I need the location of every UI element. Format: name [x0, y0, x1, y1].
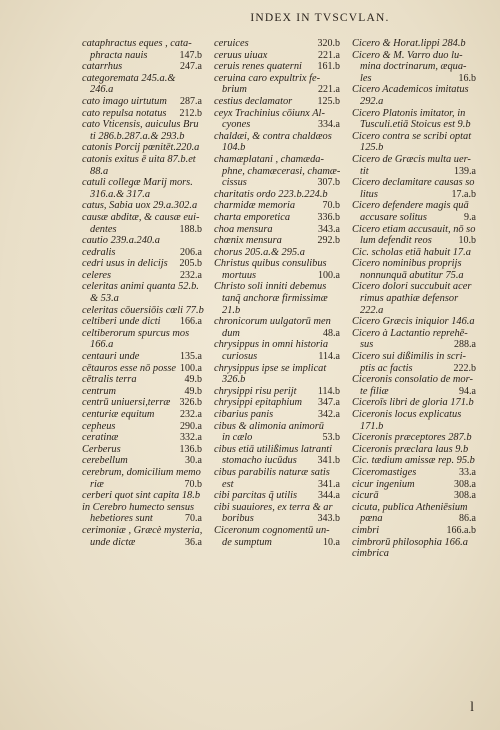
index-entry — [82, 200, 202, 212]
page-reference: 70.b — [184, 478, 202, 490]
entry-text: cibi suauiores, ex terra & ar — [214, 501, 333, 513]
index-entry — [352, 409, 476, 432]
entry-text: choa mensura — [214, 223, 273, 235]
page-reference: 232.a — [180, 409, 202, 420]
entry-text: Cicero dolori succubuit acer — [352, 281, 472, 293]
index-entry — [82, 328, 202, 351]
index-entry — [352, 258, 476, 281]
index-entry — [214, 502, 340, 525]
entry-text: cerberi quot sint capita 18.b — [82, 490, 201, 502]
index-entry — [214, 189, 340, 201]
page-reference: 17.a.b — [451, 188, 476, 200]
page-reference: 9.a — [464, 211, 476, 223]
entry-text: charitatis ordo 223.b.224.b — [214, 188, 328, 200]
page-reference: 10.a — [323, 536, 340, 548]
index-entry — [82, 61, 202, 73]
entry-text: cestius declamator — [214, 95, 293, 107]
entry-text: cimbri — [352, 524, 380, 536]
index-entry — [352, 351, 476, 374]
index-entry — [352, 374, 476, 397]
entry-text: les — [360, 72, 372, 84]
entry-text: Cicero nominibus proprijs — [352, 258, 462, 270]
index-entry — [352, 490, 476, 502]
index-entry — [352, 397, 476, 409]
entry-text: Cicero & Horat.lippi 284.b — [352, 38, 466, 49]
page-reference: 287.a — [180, 95, 202, 107]
index-entry — [214, 38, 340, 50]
index-entry — [82, 386, 202, 398]
index-entry — [352, 50, 476, 85]
entry-text: 171.b — [360, 420, 384, 432]
page-reference: 247.a — [180, 61, 202, 73]
index-entry — [352, 432, 476, 444]
entry-text: 104.b — [222, 142, 246, 154]
index-entry — [214, 224, 340, 236]
index-entry — [82, 363, 202, 375]
entry-text: stomacho iucūdus — [222, 455, 297, 467]
page-reference: 341.b — [317, 455, 340, 467]
entry-text: tanq̃ anchoræ firmissimæ — [222, 293, 328, 305]
index-entry — [214, 397, 340, 409]
index-entry — [82, 455, 202, 467]
entry-text: phracta nauis — [90, 49, 148, 61]
index-entry — [214, 386, 340, 398]
page-reference: 135.a — [180, 351, 202, 363]
entry-text: cicur ingenium — [352, 478, 415, 490]
page-reference: 343.a — [318, 223, 340, 235]
page-reference: 139.a — [454, 165, 476, 177]
index-entry — [82, 258, 202, 270]
entry-text: riæ — [90, 478, 104, 490]
index-entry — [214, 316, 340, 339]
entry-text: catarrhus — [82, 61, 123, 73]
index-entry — [352, 537, 476, 549]
index-entry — [214, 108, 340, 131]
index-entry — [214, 421, 340, 444]
entry-text: chronicorum uulgatorū men — [214, 316, 331, 328]
entry-text: centrū uniuersi,terræ — [82, 397, 171, 409]
entry-text: cato Vticensis, auiculus Bru — [82, 119, 199, 131]
entry-text: chorus 205.a.& 295.a — [214, 246, 305, 258]
index-entry — [352, 224, 476, 247]
entry-text: ceratinæ — [82, 432, 119, 444]
entry-text: tit — [360, 165, 369, 177]
page-reference: 48.a — [323, 327, 340, 339]
entry-text: cissus — [222, 177, 247, 189]
page-reference: 347.a — [318, 397, 340, 409]
entry-text: cataphractus eques , cata- — [82, 38, 192, 49]
index-entry — [82, 212, 202, 235]
entry-text: in cælo — [222, 432, 253, 444]
entry-text: catonis exitus ē uita 87.b.et — [82, 153, 196, 165]
entry-text: rimus apathiæ defensor — [360, 293, 459, 305]
index-entry — [352, 548, 476, 560]
entry-text: cicuta, publica Atheniēsium — [352, 501, 468, 513]
index-entry — [82, 525, 202, 548]
entry-text: cimbrica — [352, 548, 389, 560]
entry-text: chrysippus in omni historia — [214, 339, 329, 351]
entry-text: Christus quibus consulibus — [214, 258, 327, 270]
entry-text: centrum — [82, 385, 117, 397]
index-entry — [352, 444, 476, 456]
index-entry — [214, 525, 340, 548]
index-entry — [82, 177, 202, 200]
entry-text: Ciceronis præclara laus 9.b — [352, 443, 469, 455]
entry-text: chrysippi risu perijt — [214, 385, 297, 397]
index-entry — [214, 235, 340, 247]
index-entry — [214, 409, 340, 421]
entry-text: Ciceroīs libri de gloria 171.b — [352, 397, 474, 409]
entry-text: cibus parabilis naturæ satis — [214, 466, 330, 478]
index-entry — [352, 455, 476, 467]
entry-text: 326.b — [222, 374, 246, 386]
running-header: INDEX IN TVSCVLAN. — [250, 12, 390, 24]
index-entry — [82, 108, 202, 120]
entry-text: cibarius panis — [214, 409, 274, 420]
entry-text: ceyx Trachinius cōiunx Al- — [214, 107, 325, 119]
index-entry — [82, 374, 202, 386]
index-entry — [352, 525, 476, 537]
entry-text: categoremata 245.a.& — [82, 72, 176, 84]
index-entry — [352, 281, 476, 316]
index-entry — [82, 142, 202, 154]
entry-text: Cic. tædium amissæ rep. 95.b — [352, 455, 475, 467]
entry-text: dum — [222, 327, 240, 339]
index-entry — [82, 444, 202, 456]
page-reference: 136.b — [179, 443, 202, 455]
entry-text: hebetiores sunt — [90, 513, 153, 525]
entry-text: catus, Sabia uox 29.a.302.a — [82, 200, 198, 212]
entry-text: ceruus uiuax — [214, 49, 268, 61]
entry-text: Cerberus — [82, 443, 121, 455]
entry-text: ti 286.b.287.a.& 293.b — [90, 130, 185, 142]
index-entry — [352, 200, 476, 223]
page-reference: 30.a — [185, 455, 202, 467]
entry-text: chaldæi, & contra chaldæos — [214, 130, 332, 142]
entry-text: cerebellum — [82, 455, 128, 467]
index-entry — [82, 467, 202, 490]
page-reference: 232.a — [180, 269, 202, 281]
index-entry — [352, 131, 476, 154]
page-reference: 332.a — [180, 432, 202, 444]
entry-text: Cicero contra se scribi optat — [352, 130, 472, 142]
page-reference: 292.b — [317, 235, 340, 247]
index-column-3 — [352, 38, 476, 560]
entry-text: 222.a — [360, 304, 384, 316]
page-reference: 308.a — [454, 478, 476, 490]
entry-text: cibi parcitas q̃ utilis — [214, 490, 298, 502]
page-reference: 344.a — [318, 490, 340, 502]
page-reference: 100.a — [180, 362, 202, 374]
entry-text: cētralis terra — [82, 374, 137, 386]
index-entry — [214, 212, 340, 224]
page-reference: 16.b — [458, 72, 476, 84]
index-entry — [82, 96, 202, 108]
entry-text: est — [222, 478, 234, 490]
page-reference: 114.a — [318, 351, 340, 363]
entry-text: cyones — [222, 119, 251, 131]
entry-text: phne, chamæcerasi, chamæ- — [222, 165, 341, 177]
index-entry — [82, 247, 202, 259]
index-entry — [82, 119, 202, 142]
entry-text: cato repulsa notatus — [82, 107, 167, 119]
entry-text: Cicero Academicos imitatus — [352, 84, 469, 96]
index-entry — [352, 316, 476, 328]
entry-text: mina doctrinarum, æqua- — [360, 61, 467, 73]
entry-text: charta emporetica — [214, 211, 291, 223]
entry-text: brium — [222, 84, 247, 96]
index-entry — [82, 421, 202, 433]
entry-text: lum defendit reos — [360, 235, 432, 247]
entry-text: Ciceronis locus explicatus — [352, 409, 462, 420]
index-entry — [82, 73, 202, 96]
entry-text: chrysippus ipse se implicat — [214, 362, 327, 374]
page-reference: 100.a — [318, 269, 340, 281]
index-entry — [352, 38, 476, 50]
entry-text: causæ abditæ, & causæ eui- — [82, 211, 200, 223]
page-reference: 206.a — [180, 246, 202, 258]
entry-text: cimbrorū philosophia 166.a — [352, 536, 468, 548]
entry-text: celeritas animi quanta 52.b. — [82, 281, 199, 293]
entry-text: ceruina caro expultrix fe- — [214, 72, 321, 84]
entry-text: celtiberorum spurcus mos — [82, 327, 190, 339]
index-entry — [214, 339, 340, 362]
index-entry — [214, 247, 340, 259]
entry-text: celtiberi unde dicti — [82, 316, 161, 328]
index-column-1 — [82, 38, 202, 548]
page-reference: 326.b — [179, 397, 202, 409]
folio-mark: l — [470, 700, 474, 715]
index-entry — [352, 177, 476, 200]
entry-text: celeres — [82, 269, 112, 281]
entry-text: cepheus — [82, 420, 116, 432]
entry-text: Cic. scholas etiā habuit 17.a — [352, 246, 471, 258]
entry-text: ceruices — [214, 38, 249, 49]
entry-text: chœnix mensura — [214, 235, 282, 247]
page-reference: 343.b — [317, 513, 340, 525]
page-reference: 307.b — [317, 177, 340, 189]
entry-text: 166.a — [90, 339, 114, 351]
index-entry — [82, 409, 202, 421]
entry-text: ceruis renes quaterni — [214, 61, 302, 73]
page-reference: 222.b — [453, 362, 476, 374]
entry-text: Ciceronis præceptores 287.b — [352, 432, 472, 444]
page-reference: 114.b — [317, 385, 340, 397]
page-reference: 320.b — [317, 38, 340, 49]
page-reference: 221.a — [318, 84, 340, 96]
entry-text: cato imago uirtutum — [82, 95, 167, 107]
page-reference: 49.b — [184, 374, 202, 386]
entry-text: ptis ac factis — [360, 362, 413, 374]
page-reference: 342.a — [318, 409, 340, 420]
entry-text: 246.a — [90, 84, 114, 96]
index-entry — [214, 363, 340, 386]
entry-text: 88.a — [90, 165, 109, 177]
entry-text: Cicero à Lactantio reprehē- — [352, 327, 468, 339]
page-reference: 288.a — [454, 339, 476, 351]
entry-text: dentes — [90, 223, 117, 235]
entry-text: cedralis — [82, 246, 116, 258]
page-reference: 125.b — [317, 95, 340, 107]
page-reference: 188.b — [179, 223, 202, 235]
entry-text: 125.b — [360, 142, 384, 154]
index-entry — [82, 397, 202, 409]
index-entry — [82, 502, 202, 525]
index-entry — [82, 490, 202, 502]
entry-text: 316.a.& 317.a — [90, 188, 151, 200]
page-reference: 70.a — [185, 513, 202, 525]
entry-text: cerimoniæ , Græcè mysteria, — [82, 524, 203, 536]
entry-text: curiosus — [222, 351, 258, 363]
index-entry — [82, 351, 202, 363]
index-entry — [214, 96, 340, 108]
index-entry — [214, 467, 340, 490]
index-entry — [82, 38, 202, 61]
entry-text: Ciceronum cognomentū un- — [214, 524, 330, 536]
page-reference: 336.b — [317, 211, 340, 223]
index-entry — [214, 131, 340, 154]
page-reference: 221.a — [318, 49, 340, 61]
page-reference: 308.a — [454, 490, 476, 502]
entry-text: centauri unde — [82, 351, 140, 363]
page-reference: 341.a — [318, 478, 340, 490]
page-reference: 53.b — [322, 432, 340, 444]
entry-text: 21.b — [222, 304, 241, 316]
index-entry — [214, 444, 340, 467]
page-reference: 147.b — [179, 49, 202, 61]
index-entry — [352, 247, 476, 259]
index-entry — [82, 432, 202, 444]
entry-text: cibus & alimonia animorū — [214, 420, 324, 432]
page-reference: 94.a — [459, 385, 476, 397]
entry-text: cerebrum, domicilium memo — [82, 466, 201, 478]
page-reference: 212.b — [179, 107, 202, 119]
entry-text: Cicero Græcis iniquior 146.a — [352, 316, 475, 328]
entry-text: te filiæ — [360, 385, 389, 397]
entry-text: 292.a — [360, 95, 384, 107]
index-entry — [214, 50, 340, 62]
index-entry — [214, 200, 340, 212]
entry-text: Cicero declamitare causas so — [352, 177, 475, 189]
page-reference: 49.b — [184, 385, 202, 397]
page-reference: 290.a — [180, 420, 202, 432]
index-entry — [352, 154, 476, 177]
index-entry — [82, 316, 202, 328]
entry-text: nonnunquā abutitur 75.a — [360, 269, 464, 281]
entry-text: cētauros esse nō posse — [82, 362, 176, 374]
page-reference: 166.a — [180, 316, 202, 328]
entry-text: celeritas cōuersiōis cœli 77.b — [82, 304, 204, 316]
index-entry — [214, 154, 340, 189]
index-entry — [352, 502, 476, 525]
page-reference: 70.b — [322, 200, 340, 212]
index-entry — [352, 84, 476, 107]
index-entry — [82, 305, 202, 317]
entry-text: Cicero etiam accusauit, nō so — [352, 223, 476, 235]
entry-text: mortuus — [222, 269, 257, 281]
index-entry — [352, 328, 476, 351]
entry-text: boribus — [222, 513, 254, 525]
entry-text: unde dictæ — [90, 536, 136, 548]
entry-text: pœna — [360, 513, 383, 525]
index-entry — [352, 479, 476, 491]
entry-text: cicurā — [352, 490, 379, 502]
entry-text: in Cerebro humecto sensus — [82, 501, 195, 513]
entry-text: sus — [360, 339, 374, 351]
index-entry — [214, 61, 340, 73]
index-entry — [82, 281, 202, 304]
entry-text: Ciceromastiges — [352, 466, 417, 478]
entry-text: centuriæ equitum — [82, 409, 155, 420]
entry-text: chrysippi epitaphium — [214, 397, 303, 409]
entry-text: chamæplatani , chamæda- — [214, 153, 324, 165]
page-reference: 166.a.b — [446, 524, 476, 536]
index-entry — [214, 490, 340, 502]
page-reference: 36.a — [185, 536, 202, 548]
entry-text: litus — [360, 188, 378, 200]
entry-text: Cicero defendere magis quā — [352, 200, 469, 212]
entry-text: catuli collegæ Marij mors. — [82, 177, 193, 189]
page-reference: 334.a — [318, 119, 340, 131]
index-entry — [214, 281, 340, 316]
index-entry — [82, 270, 202, 282]
page-reference: 33.a — [459, 466, 476, 478]
index-entry — [82, 154, 202, 177]
entry-text: Cicero sui dißimilis in scri- — [352, 351, 466, 363]
entry-text: Ciceronis consolatio de mor- — [352, 374, 473, 386]
entry-text: Cicero de Græcis multa uer- — [352, 153, 471, 165]
entry-text: cibus etiā utilißimus latranti — [214, 443, 333, 455]
index-entry — [82, 235, 202, 247]
entry-text: de sumptum — [222, 536, 272, 548]
page-reference: 86.a — [459, 513, 476, 525]
entry-text: accusare solitus — [360, 211, 427, 223]
index-column-2 — [214, 38, 340, 548]
page-reference: 10.b — [458, 235, 476, 247]
entry-text: cedri usus in delicijs — [82, 258, 168, 270]
entry-text: Cicero Platonis imitator, in — [352, 107, 466, 119]
index-entry — [352, 108, 476, 131]
entry-text: Tusculi.etiā Stoicus est 9.b — [360, 119, 471, 131]
index-entry — [214, 258, 340, 281]
entry-text: Christo soli inniti debemus — [214, 281, 327, 293]
page-reference: 205.b — [179, 258, 202, 270]
entry-text: catonis Porcij pœnitēt.220.a — [82, 142, 200, 154]
page-reference: 161.b — [317, 61, 340, 73]
entry-text: & 53.a — [90, 293, 119, 305]
entry-text: charmidæ memoria — [214, 200, 296, 212]
entry-text: cautio 239.a.240.a — [82, 235, 160, 247]
index-entry — [214, 73, 340, 96]
entry-text: Cicero & M. Varro duo lu- — [352, 49, 463, 61]
index-entry — [352, 467, 476, 479]
